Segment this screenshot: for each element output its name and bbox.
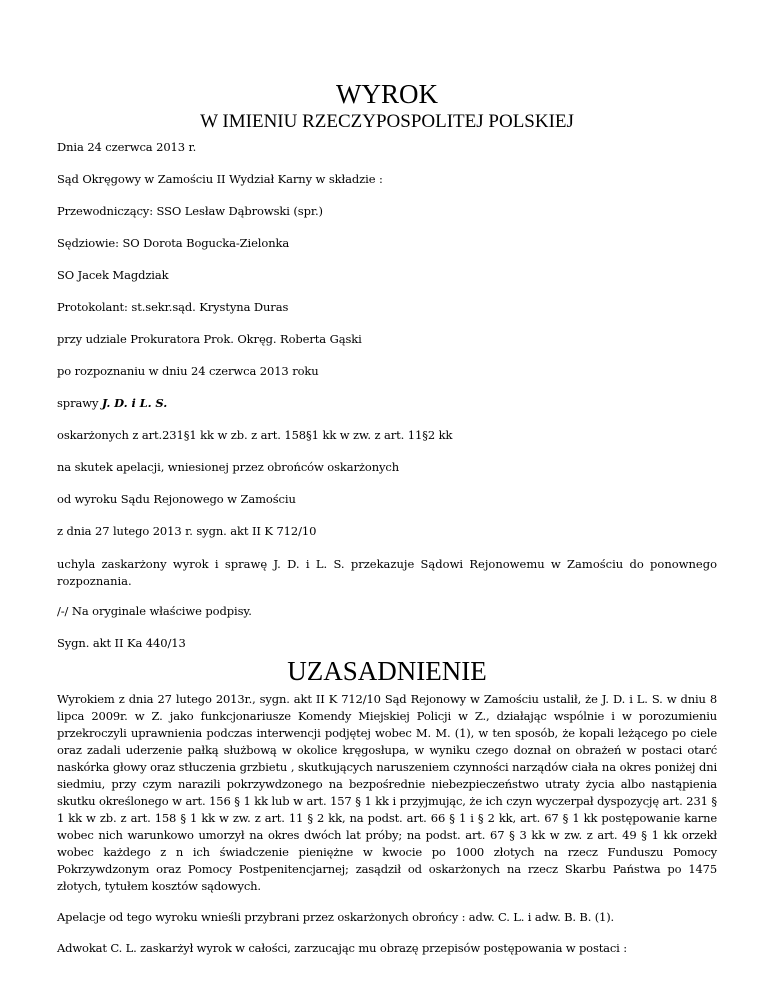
signatures-line: /-/ Na oryginale właściwe podpisy. <box>57 604 252 618</box>
case-number-line: Sygn. akt II Ka 440/13 <box>57 636 186 650</box>
clerk-line: Protokolant: st.sekr.sąd. Krystyna Duras <box>57 300 289 314</box>
justification-paragraph-2: Apelacje od tego wyroku wnieśli przybrani przez oskarżonych obrońcy : adw. C. L. i adw. B. B. (1). <box>57 910 615 924</box>
document-subtitle: W IMIENIU RZECZYPOSPOLITEJ POLSKIEJ <box>200 111 574 132</box>
justification-paragraph-3: Adwokat C. L. zaskarżył wyrok w całości, zarzucając mu obrazę przepisów postępowania w postaci : <box>57 941 627 955</box>
presiding-judge-line: Przewodniczący: SSO Lesław Dąbrowski (spr.) <box>57 204 323 218</box>
charges-line: oskarżonych z art.231§1 kk w zb. z art. 158§1 kk w zw. z art. 11§2 kk <box>57 428 453 442</box>
ruling-paragraph: uchyla zaskarżony wyrok i sprawę J. D. i L. S. przekazuje Sądowi Rejonowemu w Zamościu do ponownego rozpoznania. <box>57 557 717 588</box>
justification-paragraph-1: Wyrokiem z dnia 27 lutego 2013r., sygn. akt II K 712/10 Sąd Rejonowy w Zamościu ustalił, że J. D. i L. S. w dniu 8 lipca 2009r. w Z. jako funkcjonariusze Komendy Miejskiej Policji w Z., działając wspólnie i w porozumieniu przekroczyli uprawnienia podczas interwencji podjętej wobec M. M. (1), w ten sposób, że kopali leżącego po ciele oraz zadali uderzenie pałką służbową w okolice kręgosłupa, w wyniku czego doznał on obrażeń w postaci otarć naskórka głowy oraz stłuczenia grzbietu , skutkujących naruszeniem czynności narządów ciała na okres poniżej dni siedmiu, przy czym narazili pokrzywdzonego na bezpośrednie niebezpieczeństwo utraty życia albo nastąpienia skutku określonego w art. 156 § 1 kk lub w art. 157 § 1 kk i przyjmując, że ich czyn wyczerpał dyspozycję art. 231 § 1 kk w zb. z art. 158 § 1 kk w zw. z art. 11 § 2 kk, na podst. art. 66 § 1 i § 2 kk, art. 67 § 1 kk postępowanie karne wobec nich warunkowo umorzył na okres dwóch lat próby; na podst. art. 67 § 3 kk w zw. z art. 49 § 1 kk orzekł wobec każdego z n ich świadczenie pieniężne w kwocie po 1000 złotych na rzecz Funduszu Pomocy Pokrzywdzonym oraz Pomocy Postpenitencjarnej; zasądził od oskarżonych na rzecz Skarbu Państwa po 1475 złotych, tytułem kosztów sądowych. <box>57 692 717 893</box>
judges-line: Sędziowie: SO Dorota Bogucka-Zielonka <box>57 236 290 250</box>
case-prefix: sprawy <box>57 396 102 410</box>
case-line <box>57 396 717 411</box>
hearing-line: po rozpoznaniu w dniu 24 czerwca 2013 roku <box>57 364 319 378</box>
appeal-line: na skutek apelacji, wniesionej przez obrońców oskarżonych <box>57 460 400 474</box>
from-judgment-line: od wyroku Sądu Rejonowego w Zamościu <box>57 492 296 506</box>
document-page <box>57 78 717 971</box>
justification-title: UZASADNIENIE <box>287 656 487 686</box>
court-line: Sąd Okręgowy w Zamościu II Wydział Karny w składzie : <box>57 172 383 186</box>
second-judge-line: SO Jacek Magdziak <box>57 268 169 282</box>
case-parties: J. D. i L. S. <box>101 396 168 410</box>
document-title: WYROK <box>336 79 438 109</box>
reference-date-line: z dnia 27 lutego 2013 r. sygn. akt II K 712/10 <box>57 524 317 538</box>
prosecutor-line: przy udziale Prokuratora Prok. Okręg. Roberta Gąski <box>57 332 362 346</box>
date-line: Dnia 24 czerwca 2013 r. <box>57 140 197 154</box>
